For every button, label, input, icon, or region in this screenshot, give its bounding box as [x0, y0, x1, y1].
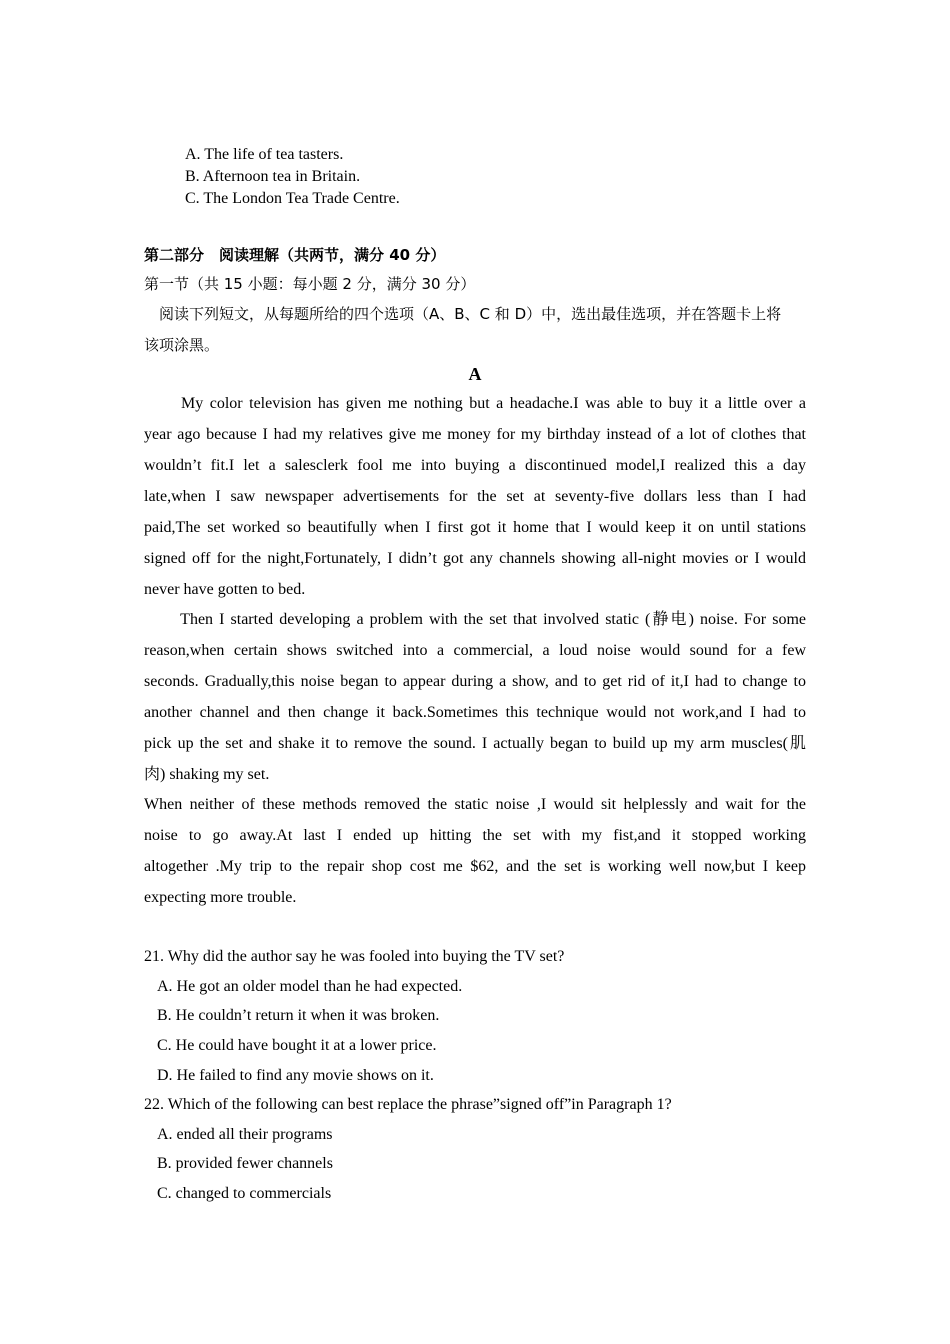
passage-line: altogether .My trip to the repair shop cost me $62, and the set is working well now,but I keep — [144, 858, 806, 875]
section-title: 第二部分 阅读理解（共两节，满分 40 分） — [144, 246, 446, 264]
question-option: D. He failed to find any movie shows on it. — [157, 1067, 434, 1084]
passage-label: A — [468, 364, 482, 384]
instruction-line: 该项涂黑。 — [144, 336, 220, 354]
passage-line: wouldn’t fit.I let a salesclerk fool me into buying a discontinued model,I realized this a day — [144, 457, 806, 474]
question-option: B. provided fewer channels — [157, 1155, 333, 1172]
passage-line: pick up the set and shake it to remove the sound. I actually began to build up my arm muscles(肌 — [144, 735, 806, 752]
question-option: C. changed to commercials — [157, 1185, 332, 1202]
passage-line: When neither of these methods removed the static noise ,I would sit helplessly and wait for the — [144, 796, 806, 813]
passage-line: seconds. Gradually,this noise began to appear during a show, and to get rid of it,I had to change to — [144, 673, 806, 690]
option-a: A. The life of tea tasters. — [185, 146, 344, 163]
question-stem-22: 22. Which of the following can best replace the phrase”signed off”in Paragraph 1? — [144, 1096, 672, 1113]
question-option: B. He couldn’t return it when it was broken. — [157, 1007, 440, 1024]
question-option: A. He got an older model than he had expected. — [157, 978, 463, 995]
passage-line: noise to go away.At last I ended up hitting the set with my fist,and it stopped working — [144, 827, 806, 844]
instruction-line: 阅读下列短文，从每题所给的四个选项（A、B、C 和 D）中，选出最佳选项，并在答题卡上将 — [144, 305, 782, 323]
passage-line: late,when I saw newspaper advertisements for the set at seventy-five dollars less than I had — [144, 488, 806, 505]
option-c: C. The London Tea Trade Centre. — [185, 190, 400, 207]
passage-line: signed off for the night,Fortunately, I didn’t got any channels showing all-night movies or I would — [144, 550, 806, 567]
passage-line: never have gotten to bed. — [144, 581, 306, 598]
passage-line: year ago because I had my relatives give me money for my birthday instead of a lot of clothes that — [144, 426, 806, 443]
passage-line: My color television has given me nothing but a headache.I was able to buy it a little over a — [144, 395, 806, 412]
passage-line: Then I started developing a problem with the set that involved static (静电) noise. For some — [144, 611, 806, 628]
passage-line: expecting more trouble. — [144, 889, 297, 906]
subsection-title: 第一节（共 15 小题：每小题 2 分，满分 30 分） — [144, 275, 476, 293]
passage-line: paid,The set worked so beautifully when I first got it home that I would keep it on until stations — [144, 519, 806, 536]
passage-line: reason,when certain shows switched into a commercial, a loud noise would sound for a few — [144, 642, 806, 659]
passage-line: another channel and then change it back.Sometimes this technique would not work,and I had to — [144, 704, 806, 721]
passage-line: 肉) shaking my set. — [144, 766, 270, 783]
option-b: B. Afternoon tea in Britain. — [185, 168, 361, 185]
question-stem-21: 21. Why did the author say he was fooled into buying the TV set? — [144, 948, 565, 965]
question-option: A. ended all their programs — [157, 1126, 333, 1143]
question-option: C. He could have bought it at a lower price. — [157, 1037, 437, 1054]
